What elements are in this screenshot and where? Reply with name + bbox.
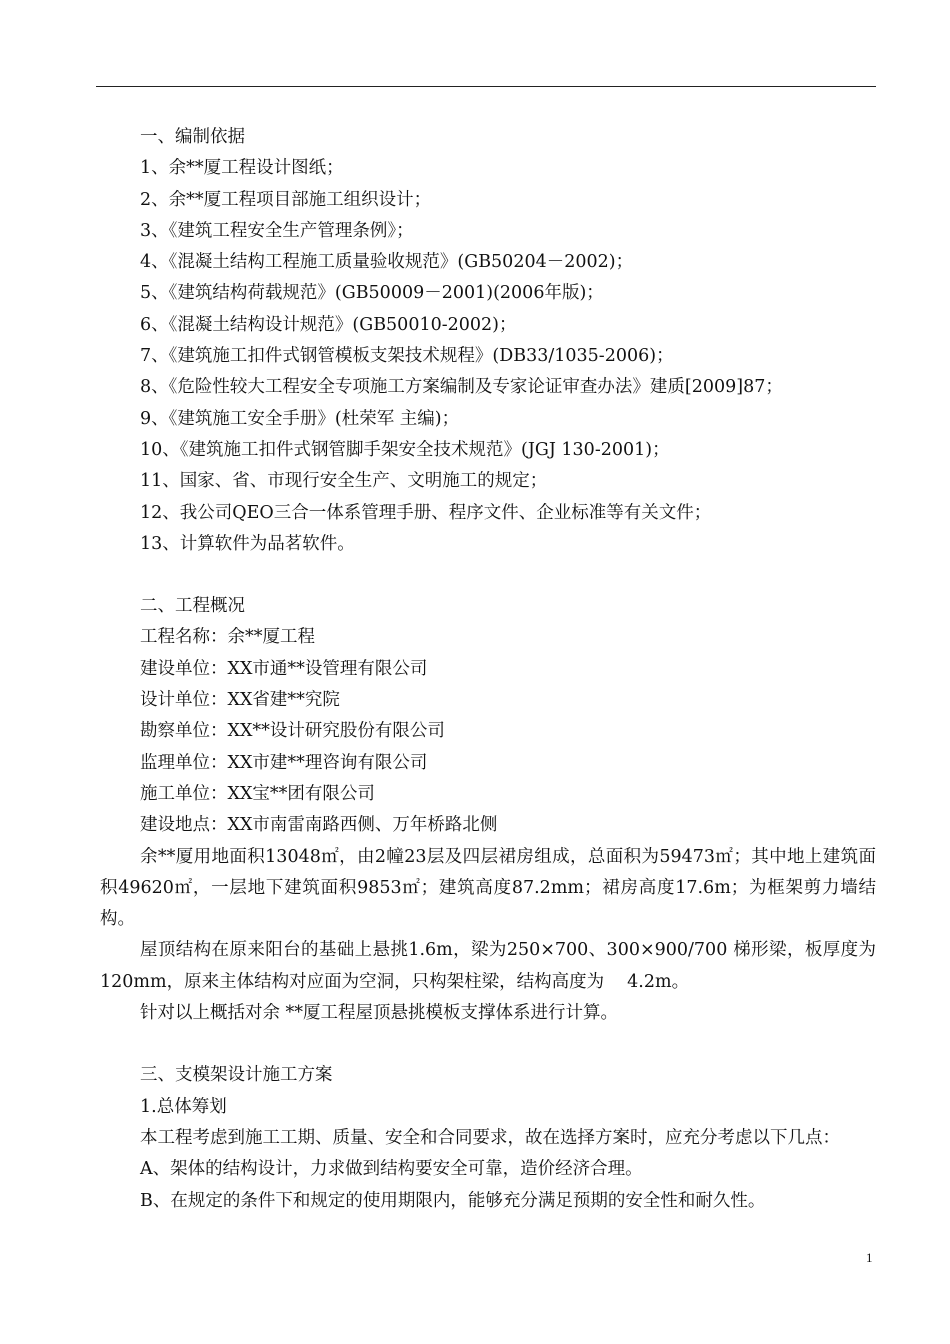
paragraph-roof-structure: 屋顶结构在原来阳台的基础上悬挑1.6m，梁为250×700、300×900/700 梯形梁，板厚度为120mm，原来主体结构对应面为空洞，只构架柱梁，结构高度为 4.2m。: [100, 940, 876, 992]
paragraph-area: 余**厦用地面积13048㎡，由2幢23层及四层裙房组成，总面积为59473㎡；其中地上建筑面积49620㎡，一层地下建筑面积9853㎡；建筑高度87.2mm；裙房高度17.6m；为框架剪力墙结构。: [100, 846, 876, 930]
project-info-line: 监理单位：XX市建**理咨询有限公司: [140, 752, 428, 773]
header-rule: [96, 86, 876, 87]
list-item: 11、国家、省、市现行安全生产、文明施工的规定；: [140, 471, 548, 492]
list-item: 4、《混凝土结构工程施工质量验收规范》(GB50204－2002)；: [140, 252, 634, 273]
list-item: 3、《建筑工程安全生产管理条例》；: [140, 220, 414, 241]
project-info-line: 工程名称：余**厦工程: [140, 627, 315, 648]
list-item: B、在规定的条件下和规定的使用期限内，能够充分满足预期的安全性和耐久性。: [140, 1190, 766, 1211]
project-info-line: 建设单位：XX市通**设管理有限公司: [140, 658, 428, 679]
page-number: 1: [866, 1250, 873, 1265]
project-info-line: 勘察单位：XX**设计研究股份有限公司: [140, 721, 445, 742]
list-item: 9、《建筑施工安全手册》(杜荣军 主编)；: [140, 408, 460, 429]
section-gap: [100, 1029, 876, 1060]
project-info-line: 设计单位：XX省建**究院: [140, 690, 340, 711]
subsection-heading: 1.总体筹划: [140, 1096, 227, 1117]
list-item: 7、《建筑施工扣件式钢管模板支架技术规程》(DB33/1035-2006)；: [140, 346, 674, 367]
document-body: [100, 122, 876, 1217]
project-info-line: 建设地点：XX市南雷南路西侧、万年桥路北侧: [140, 815, 498, 836]
paragraph-calculation: 针对以上概括对余 **厦工程屋顶悬挑模板支撑体系进行计算。: [140, 1003, 619, 1024]
list-item: 1、余**厦工程设计图纸；: [140, 158, 344, 179]
section-heading-overview: 二、工程概况: [140, 596, 245, 617]
list-item: 8、《危险性较大工程安全专项施工方案编制及专家论证审查办法》建质[2009]87；: [140, 377, 783, 398]
project-info-line: 施工单位：XX宝**团有限公司: [140, 783, 375, 804]
list-item: A、架体的结构设计，力求做到结构要安全可靠，造价经济合理。: [140, 1159, 643, 1180]
list-item: 10、《建筑施工扣件式钢管脚手架安全技术规范》(JGJ 130-2001)；: [140, 439, 670, 460]
list-item: 12、我公司QEO三合一体系管理手册、程序文件、企业标准等有关文件；: [140, 502, 712, 523]
list-item: 6、《混凝土结构设计规范》(GB50010-2002)；: [140, 314, 517, 335]
section-heading-basis: 一、编制依据: [140, 127, 245, 147]
list-item: 13、计算软件为品茗软件。: [140, 533, 355, 554]
list-item: 5、《建筑结构荷载规范》(GB50009－2001)(2006年版)；: [140, 283, 604, 304]
list-item: 2、余**厦工程项目部施工组织设计；: [140, 189, 432, 210]
paragraph-considerations: 本工程考虑到施工工期、质量、安全和合同要求，故在选择方案时，应充分考虑以下几点：: [140, 1127, 840, 1148]
section-gap: [100, 560, 876, 591]
section-heading-plan: 三、支模架设计施工方案: [140, 1065, 333, 1086]
